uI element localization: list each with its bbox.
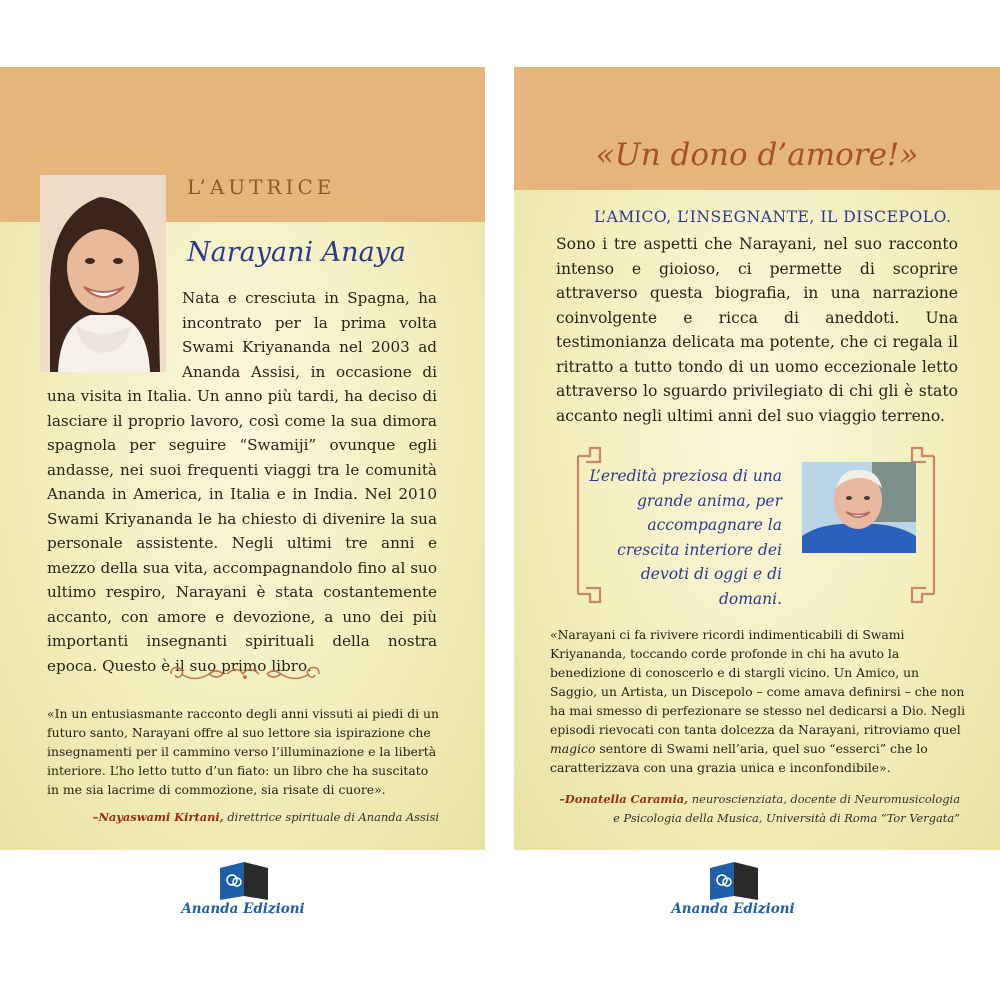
photo-wrap-space [47, 286, 182, 382]
book-headline: «Un dono d’amore!» [595, 137, 919, 173]
flourish-ornament [165, 663, 325, 685]
testimonial-author: –Nayaswami Kirtani, [92, 810, 224, 824]
author-bio [47, 286, 437, 678]
publisher-name: Ananda Edizioni [181, 901, 305, 917]
author-bio-text: Nata e cresciuta in Spagna, ha incontrato per la prima volta Swami Kriyananda nel 2003 ad Ananda Assisi, in occasione di una visita in Italia. Un anno più tardi, ha deciso di lasciare il proprio lavoro, così come la sua dimora spagnola per seguire “Swamiji” ovunque egli andasse, nei suoi frequenti viaggi tra le comunità Ananda in America, in Italia e in India. Nel 2010 Swami Kriyananda le ha chiesto di divenire la sua personale assistente. Negli ultimi tre anni e mezzo della sua vita, accompagnandolo fino al suo ultimo respiro, Narayani è stata costantemente accanto, con amore e devozione, a uno dei più importanti insegnanti spirituali della nostra epoca. Questo è il suo primo libro. [47, 289, 437, 675]
publisher-logo [178, 860, 308, 922]
testimonial-author-affiliation: e Psicologia della Musica, Università di Roma “Tor Vergata” [613, 811, 960, 825]
testimonial-quote-emphasis: magico [550, 741, 596, 756]
book-intro: Sono i tre aspetti che Narayani, nel suo racconto intenso e gioioso, ci permette di scoprire attraverso questa biografia, in una narrazione coinvolgente e ricca di aneddoti. Una testimonianza delicata ma potente, che ci regala il ritratto a tutto tondo di un uomo eccezionale letto attraverso lo sguardo privilegiato di chi gli è stato accanto negli ultimi anni del suo viaggio terreno. [556, 235, 958, 425]
testimonial-quote [550, 625, 966, 777]
book-card [514, 67, 1000, 850]
author-name: Narayani Anaya [187, 237, 407, 268]
publisher-logo [668, 860, 798, 922]
testimonial-quote-text-end: sentore di Swami nell’aria, quel suo “esserci” che lo caratterizzava con una grazia unica e inconfondibile». [550, 741, 928, 775]
testimonial-quote-text: «Narayani ci fa rivivere ricordi indimenticabili di Swami Kriyananda, toccando corde profonde in chi ha avuto la benedizione di conoscerlo e di stargli vicino. Un Amico, un Saggio, un Artista, un Discepolo – come amava definirsi – che non ha mai smesso di perfezionare se stesso nel dedicarsi a Dio. Negli episodi rievocati con tanta dolcezza da Narayani, ritroviamo quel [550, 627, 966, 737]
pull-quote: L’eredità preziosa di una grande anima, per accompagnare la crescita interiore dei devoti di oggi e di domani. [589, 467, 782, 608]
swami-photo [802, 462, 916, 553]
testimonial-author: –Donatella Caramia, [559, 792, 689, 806]
author-card [0, 67, 485, 850]
book-logo-icon [708, 860, 760, 902]
section-title: L’AUTRICE [187, 175, 336, 199]
testimonial-author-role: direttrice spirituale di Ananda Assisi [227, 810, 439, 824]
testimonial-quote: «In un entusiasmante racconto degli anni vissuti ai piedi di un futuro santo, Narayani offre al suo lettore sia ispirazione che insegnamenti per il cammino verso l’illuminazione e la libertà interiore. L’ho letto tutto d’un fiato: un libro che ha suscitato in me sia lacrime di commozione, sia risate di cuore». [47, 706, 439, 797]
book-subheading: L’AMICO, L’INSEGNANTE, IL DISCEPOLO. [594, 208, 952, 226]
testimonial-attribution [93, 810, 439, 824]
book-logo-icon [218, 860, 270, 902]
publisher-name: Ananda Edizioni [671, 901, 795, 917]
testimonial-attribution [559, 790, 960, 828]
testimonial-author-role: neuroscienziata, docente di Neuromusicologia [691, 792, 960, 806]
